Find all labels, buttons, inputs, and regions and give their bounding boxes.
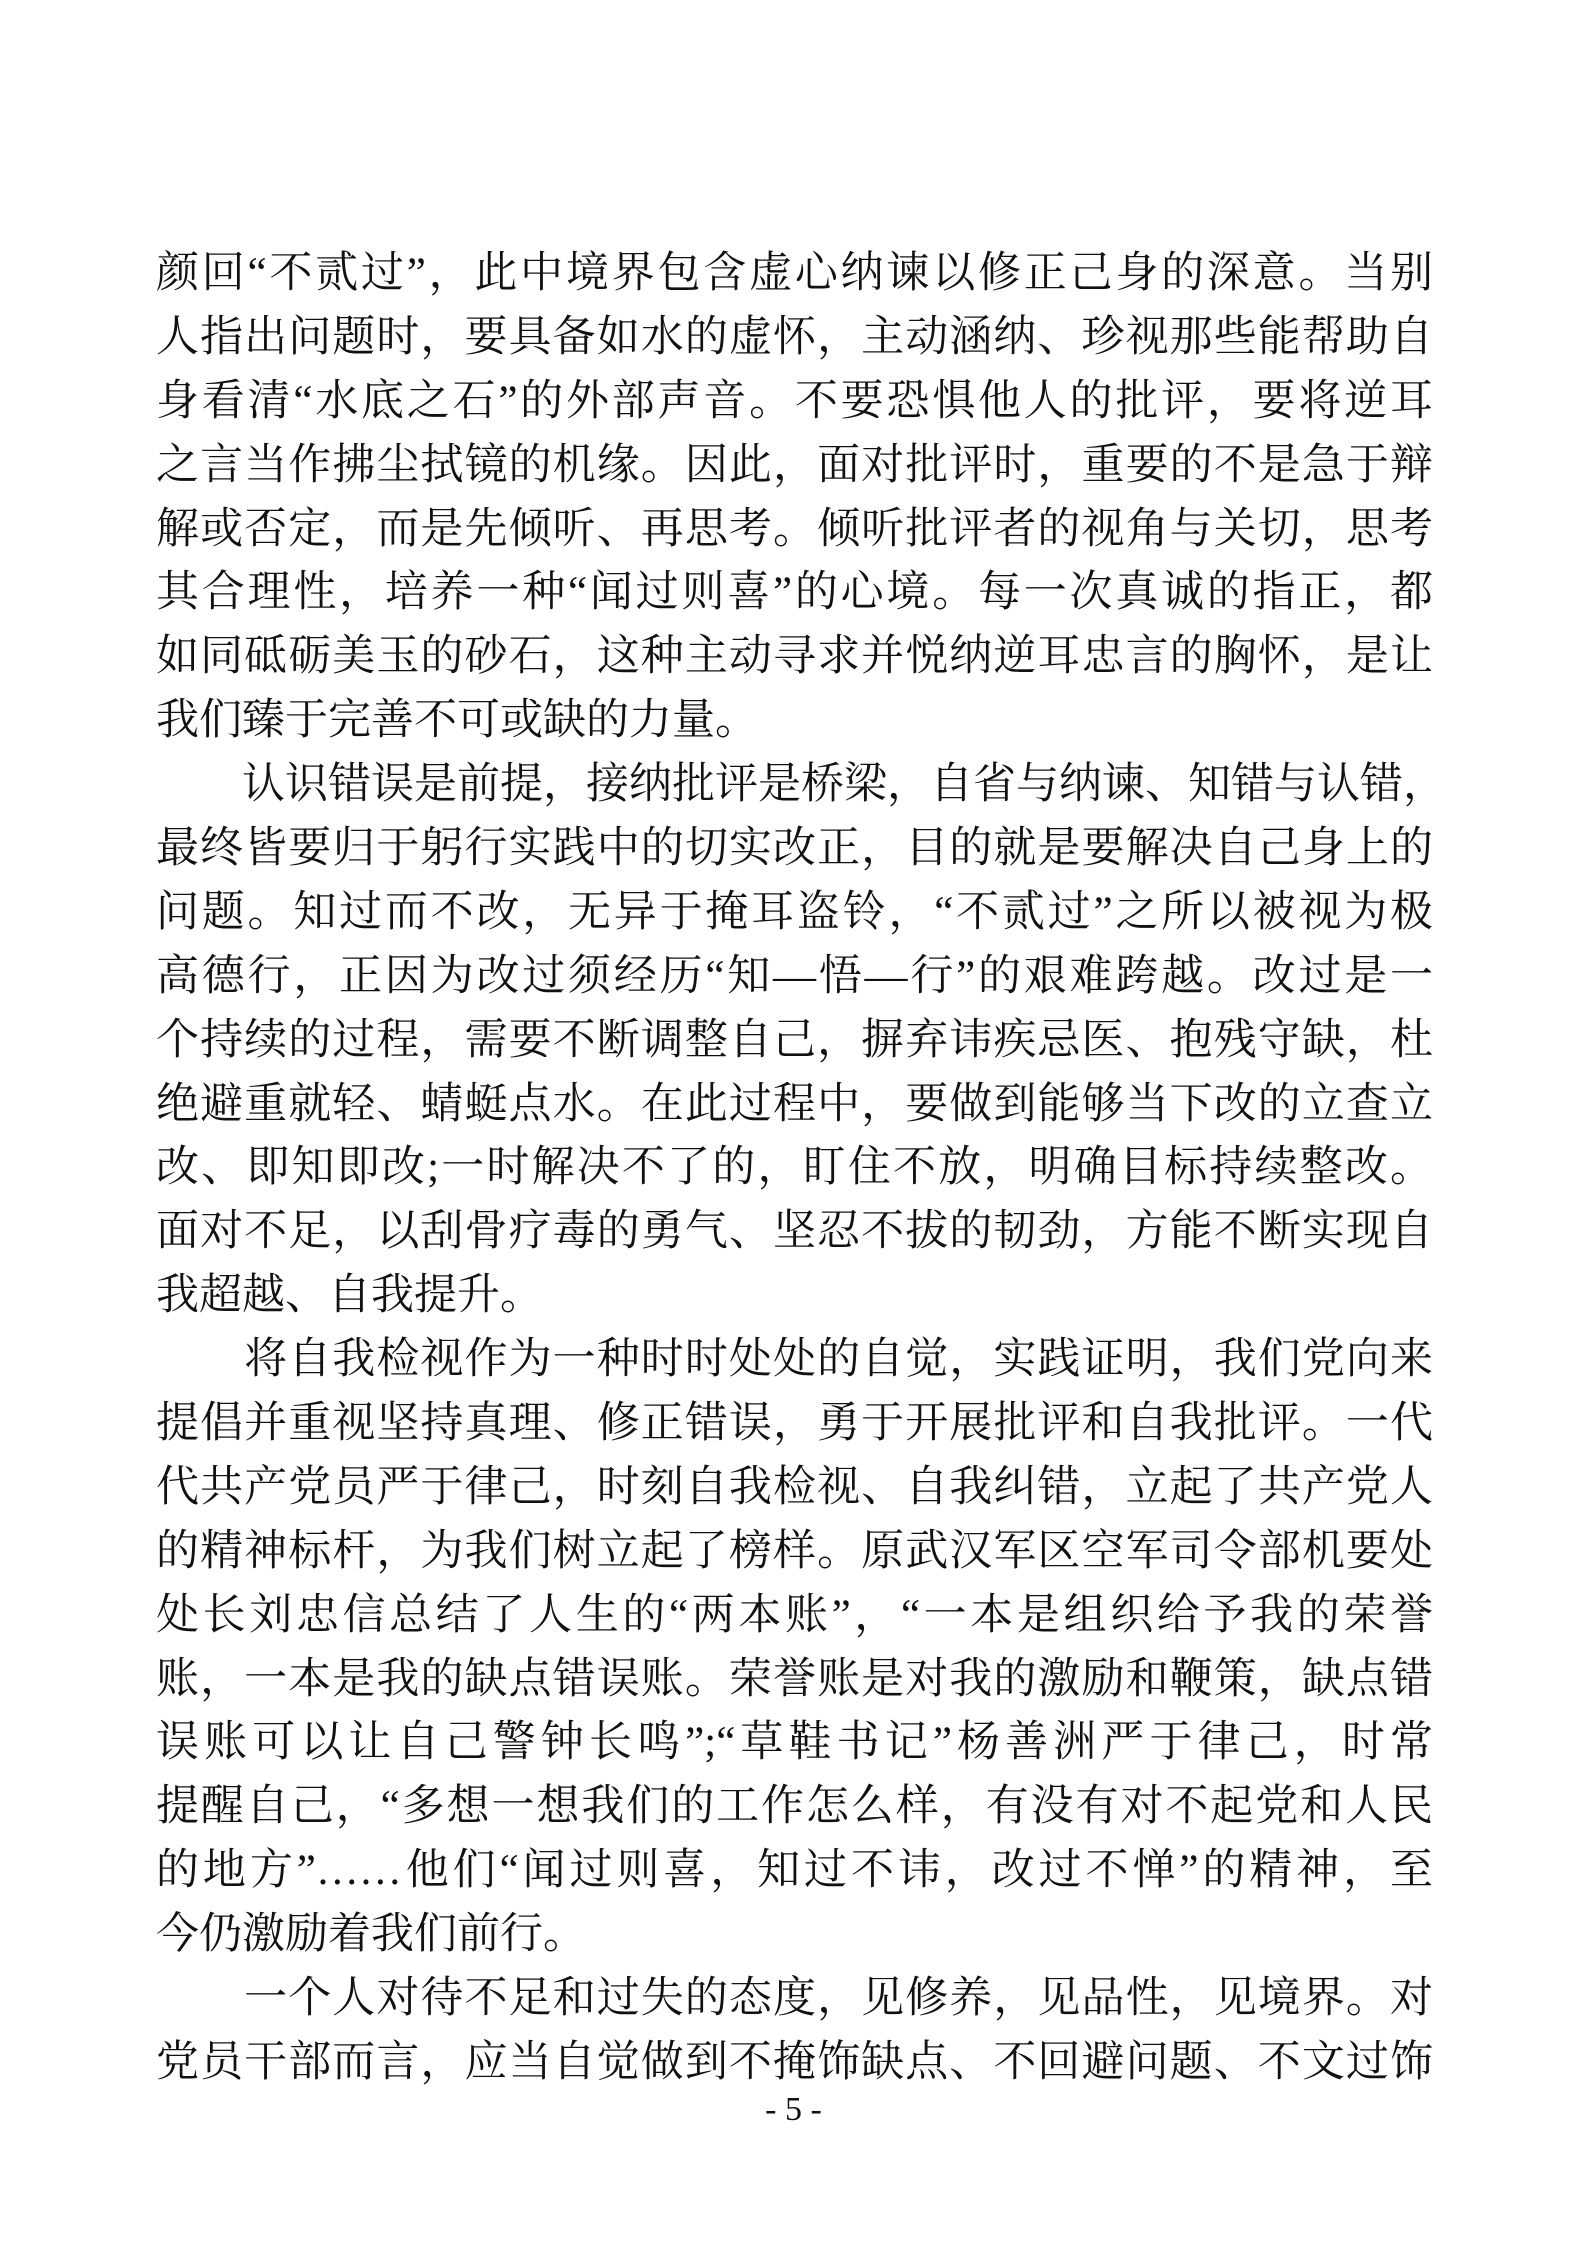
text-line: 提倡并重视坚持真理、修正错误，勇于开展批评和自我批评。一代 [156, 1400, 1433, 1448]
text-line: 我们臻于完善不可或缺的力量。 [156, 697, 758, 745]
text-line: 改、即知即改;一时解决不了的，盯住不放，明确目标持续整改。 [156, 1144, 1433, 1192]
text-line: 误账可以让自己警钟长鸣”;“草鞋书记”杨善洲严于律己，时常 [156, 1719, 1433, 1767]
text-line: 处长刘忠信总结了人生的“两本账”，“一本是组织给予我的荣誉 [156, 1591, 1433, 1639]
paragraph [156, 753, 1446, 1328]
text-line: 最终皆要归于躬行实践中的切实改正，目的就是要解决自己身上的 [156, 825, 1433, 873]
text-line: 代共产党员严于律己，时刻自我检视、自我纠错，立起了共产党人 [156, 1463, 1433, 1511]
page-footer [0, 2088, 1587, 2132]
text-line: 的精神标杆，为我们树立起了榜样。原武汉军区空军司令部机要处 [156, 1527, 1433, 1575]
text-line: 个持续的过程，需要不断调整自己，摒弃讳疾忌医、抱残守缺，杜 [156, 1016, 1433, 1064]
text-line: 我超越、自我提升。 [156, 1272, 543, 1320]
text-line: 一个人对待不足和过失的态度，见修养，见品性，见境界。对 [156, 1975, 1433, 2023]
paragraph [156, 1967, 1433, 2095]
text-line: 账，一本是我的缺点错误账。荣誉账是对我的激励和鞭策，缺点错 [156, 1655, 1433, 1703]
text-line: 身看清“水底之石”的外部声音。不要恐惧他人的批评，要将逆耳 [156, 377, 1433, 425]
text-line: 提醒自己，“多想一想我们的工作怎么样，有没有对不起党和人民 [156, 1783, 1433, 1831]
text-line: 问题。知过而不改，无异于掩耳盗铃，“不贰过”之所以被视为极 [156, 888, 1433, 936]
text-line: 解或否定，而是先倾听、再思考。倾听批评者的视角与关切，思考 [156, 505, 1433, 553]
page-number: - 5 - [765, 2091, 822, 2128]
text-line: 绝避重就轻、蜻蜓点水。在此过程中，要做到能够当下改的立查立 [156, 1080, 1433, 1128]
text-line: 之言当作拂尘拭镜的机缘。因此，面对批评时，重要的不是急于辩 [156, 441, 1433, 489]
text-line: 将自我检视作为一种时时处处的自觉，实践证明，我们党向来 [156, 1336, 1433, 1384]
text-line: 今仍激励着我们前行。 [156, 1911, 586, 1959]
text-line: 高德行，正因为改过须经历“知—悟—行”的艰难跨越。改过是一 [156, 952, 1433, 1000]
paragraph [156, 242, 1433, 753]
text-line: 颜回“不贰过”，此中境界包含虚心纳谏以修正己身的深意。当别 [156, 250, 1433, 297]
paragraph [156, 1328, 1433, 1967]
text-line: 其合理性，培养一种“闻过则喜”的心境。每一次真诚的指正，都 [156, 569, 1433, 617]
document-body [156, 242, 1446, 2095]
text-line: 党员干部而言，应当自觉做到不掩饰缺点、不回避问题、不文过饰 [156, 2038, 1433, 2086]
text-line: 的地方”……他们“闻过则喜，知过不讳，改过不惮”的精神，至 [156, 1847, 1433, 1895]
text-line: 如同砥砺美玉的砂石，这种主动寻求并悦纳逆耳忠言的胸怀，是让 [156, 633, 1433, 681]
text-line: 人指出问题时，要具备如水的虚怀，主动涵纳、珍视那些能帮助自 [156, 313, 1433, 361]
text-line: 认识错误是前提，接纳批评是桥梁，自省与纳谏、知错与认错， [156, 761, 1446, 809]
text-line: 面对不足，以刮骨疗毒的勇气、坚忍不拔的韧劲，方能不断实现自 [156, 1208, 1433, 1256]
